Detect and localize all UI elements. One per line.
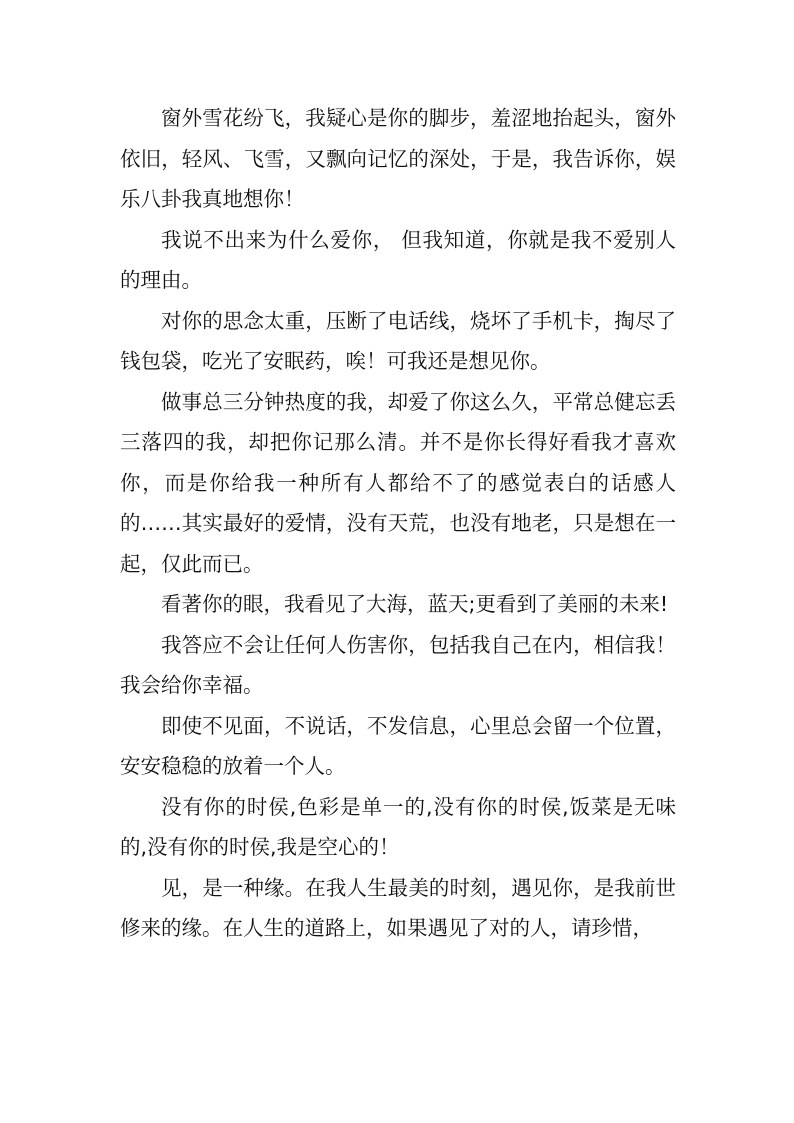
paragraph-6: 我答应不会让任何人伤害你，包括我自己在内，相信我！我会给你幸福。 (120, 632, 676, 697)
paragraph-8: 没有你的时侯,色彩是单一的,没有你的时侯,饭菜是无味的,没有你的时侯,我是空心的！ (120, 794, 676, 859)
document-body (120, 98, 676, 949)
paragraph-4: 做事总三分钟热度的我，却爱了你这么久，平常总健忘丢三落四的我，却把你记那么清。并不是你长得好看我才喜欢你，而是你给我一种所有人都给不了的感觉表白的话感人的……其实最好的爱情，没有天荒，也没有地老，只是想在一起，仅此而已。 (120, 389, 676, 576)
paragraph-2: 我说不出来为什么爱你， 但我知道，你就是我不爱别人的理由。 (120, 227, 676, 292)
paragraph-9: 见，是一种缘。在我人生最美的时刻，遇见你，是我前世修来的缘。在人生的道路上，如果遇见了对的人，请珍惜， (120, 875, 676, 940)
paragraph-7: 即使不见面，不说话，不发信息，心里总会留一个位置，安安稳稳的放着一个人。 (120, 713, 676, 778)
paragraph-1: 窗外雪花纷飞，我疑心是你的脚步，羞涩地抬起头，窗外依旧，轻风、飞雪，又飘向记忆的深处，于是，我告诉你，娱乐八卦我真地想你！ (120, 106, 676, 211)
paragraph-5: 看著你的眼，我看见了大海，蓝天;更看到了美丽的未来! (161, 592, 669, 616)
paragraph-3: 对你的思念太重，压断了电话线，烧坏了手机卡，掏尽了钱包袋，吃光了安眠药，唉！可我还是想见你。 (120, 308, 676, 373)
